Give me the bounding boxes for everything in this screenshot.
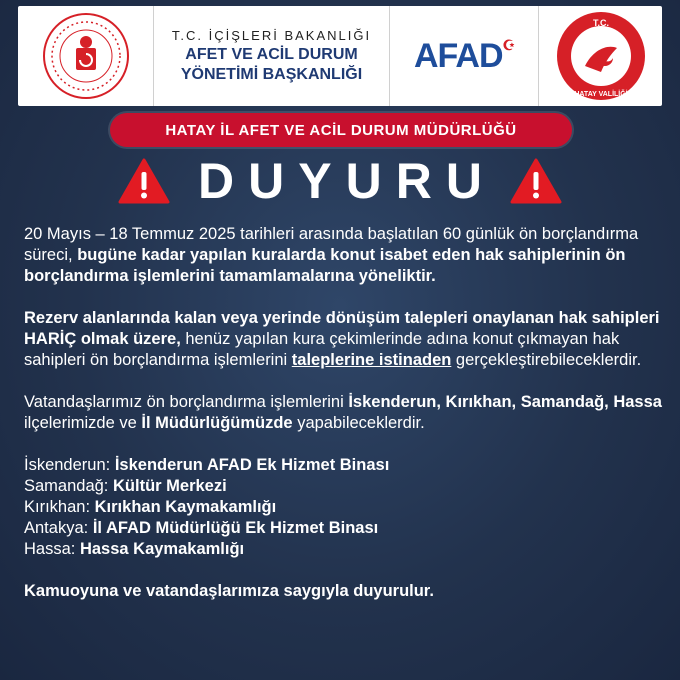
svg-text:T.C.: T.C. — [592, 18, 609, 28]
announcement-body — [24, 224, 664, 623]
location-item: İskenderun: İskenderun AFAD Ek Hizmet Binası — [24, 456, 390, 474]
afad-logo-cell — [390, 6, 539, 106]
ministry-seal-cell — [18, 6, 153, 106]
ministry-line-1: AFET VE ACİL DURUM — [185, 45, 358, 63]
location-item: Kırıkhan: Kırıkhan Kaymakamlığı — [24, 498, 277, 516]
hatay-valiligi-seal-icon — [555, 10, 647, 102]
location-item: Antakya: İl AFAD Müdürlüğü Ek Hizmet Binası — [24, 519, 379, 537]
header-logo-bar — [18, 6, 662, 106]
directorate-banner: HATAY İL AFET VE ACİL DURUM MÜDÜRLÜĞÜ — [110, 113, 572, 147]
ministry-seal-icon — [42, 12, 130, 100]
closing-statement: Kamuoyuna ve vatandaşlarımıza saygıyla duyurulur. — [24, 582, 434, 600]
ministry-tc: T.C. İÇİŞLERİ BAKANLIĞI — [171, 27, 372, 43]
ministry-text-cell — [153, 6, 390, 106]
warning-icon — [510, 157, 562, 205]
page-title: DUYURU — [198, 153, 496, 209]
warning-icon — [118, 157, 170, 205]
location-item: Samandağ: Kültür Merkezi — [24, 477, 227, 495]
svg-text:HATAY VALİLİĞİ: HATAY VALİLİĞİ — [573, 91, 628, 98]
valilik-seal-cell — [539, 6, 662, 106]
location-item: Hassa: Hassa Kaymakamlığı — [24, 540, 245, 558]
title-row — [0, 152, 680, 210]
paragraph-3: Vatandaşlarımız ön borçlandırma işlemlerini İskenderun, Kırıkhan, Samandağ, Hassa ilçelerimizde ve İl Müdürlüğümüzde yapabileceklerdir. — [24, 393, 662, 432]
crescent-star-icon: ☪ — [502, 36, 515, 53]
paragraph-2: Rezerv alanlarında kalan veya yerinde dönüşüm talepleri onaylanan hak sahipleri HARİÇ olmak üzere, henüz yapılan kura çekimlerinde adına konut çıkmayan hak sahipleri ön borçlandırma işlemlerini taleplerine istinaden gerçekleştirebileceklerdir. — [24, 309, 660, 369]
afad-logo: AFAD☪ — [413, 36, 515, 75]
ministry-line-2: YÖNETİMİ BAŞKANLIĞI — [180, 65, 363, 83]
paragraph-1: 20 Mayıs – 18 Temmuz 2025 tarihleri arasında başlatılan 60 günlük ön borçlandırma süreci, bugüne kadar yapılan kuralarda konut isabet eden hak sahiplerinin ön borçlandırma işlemlerini tamamlamalarına yöneliktir. — [24, 225, 639, 285]
